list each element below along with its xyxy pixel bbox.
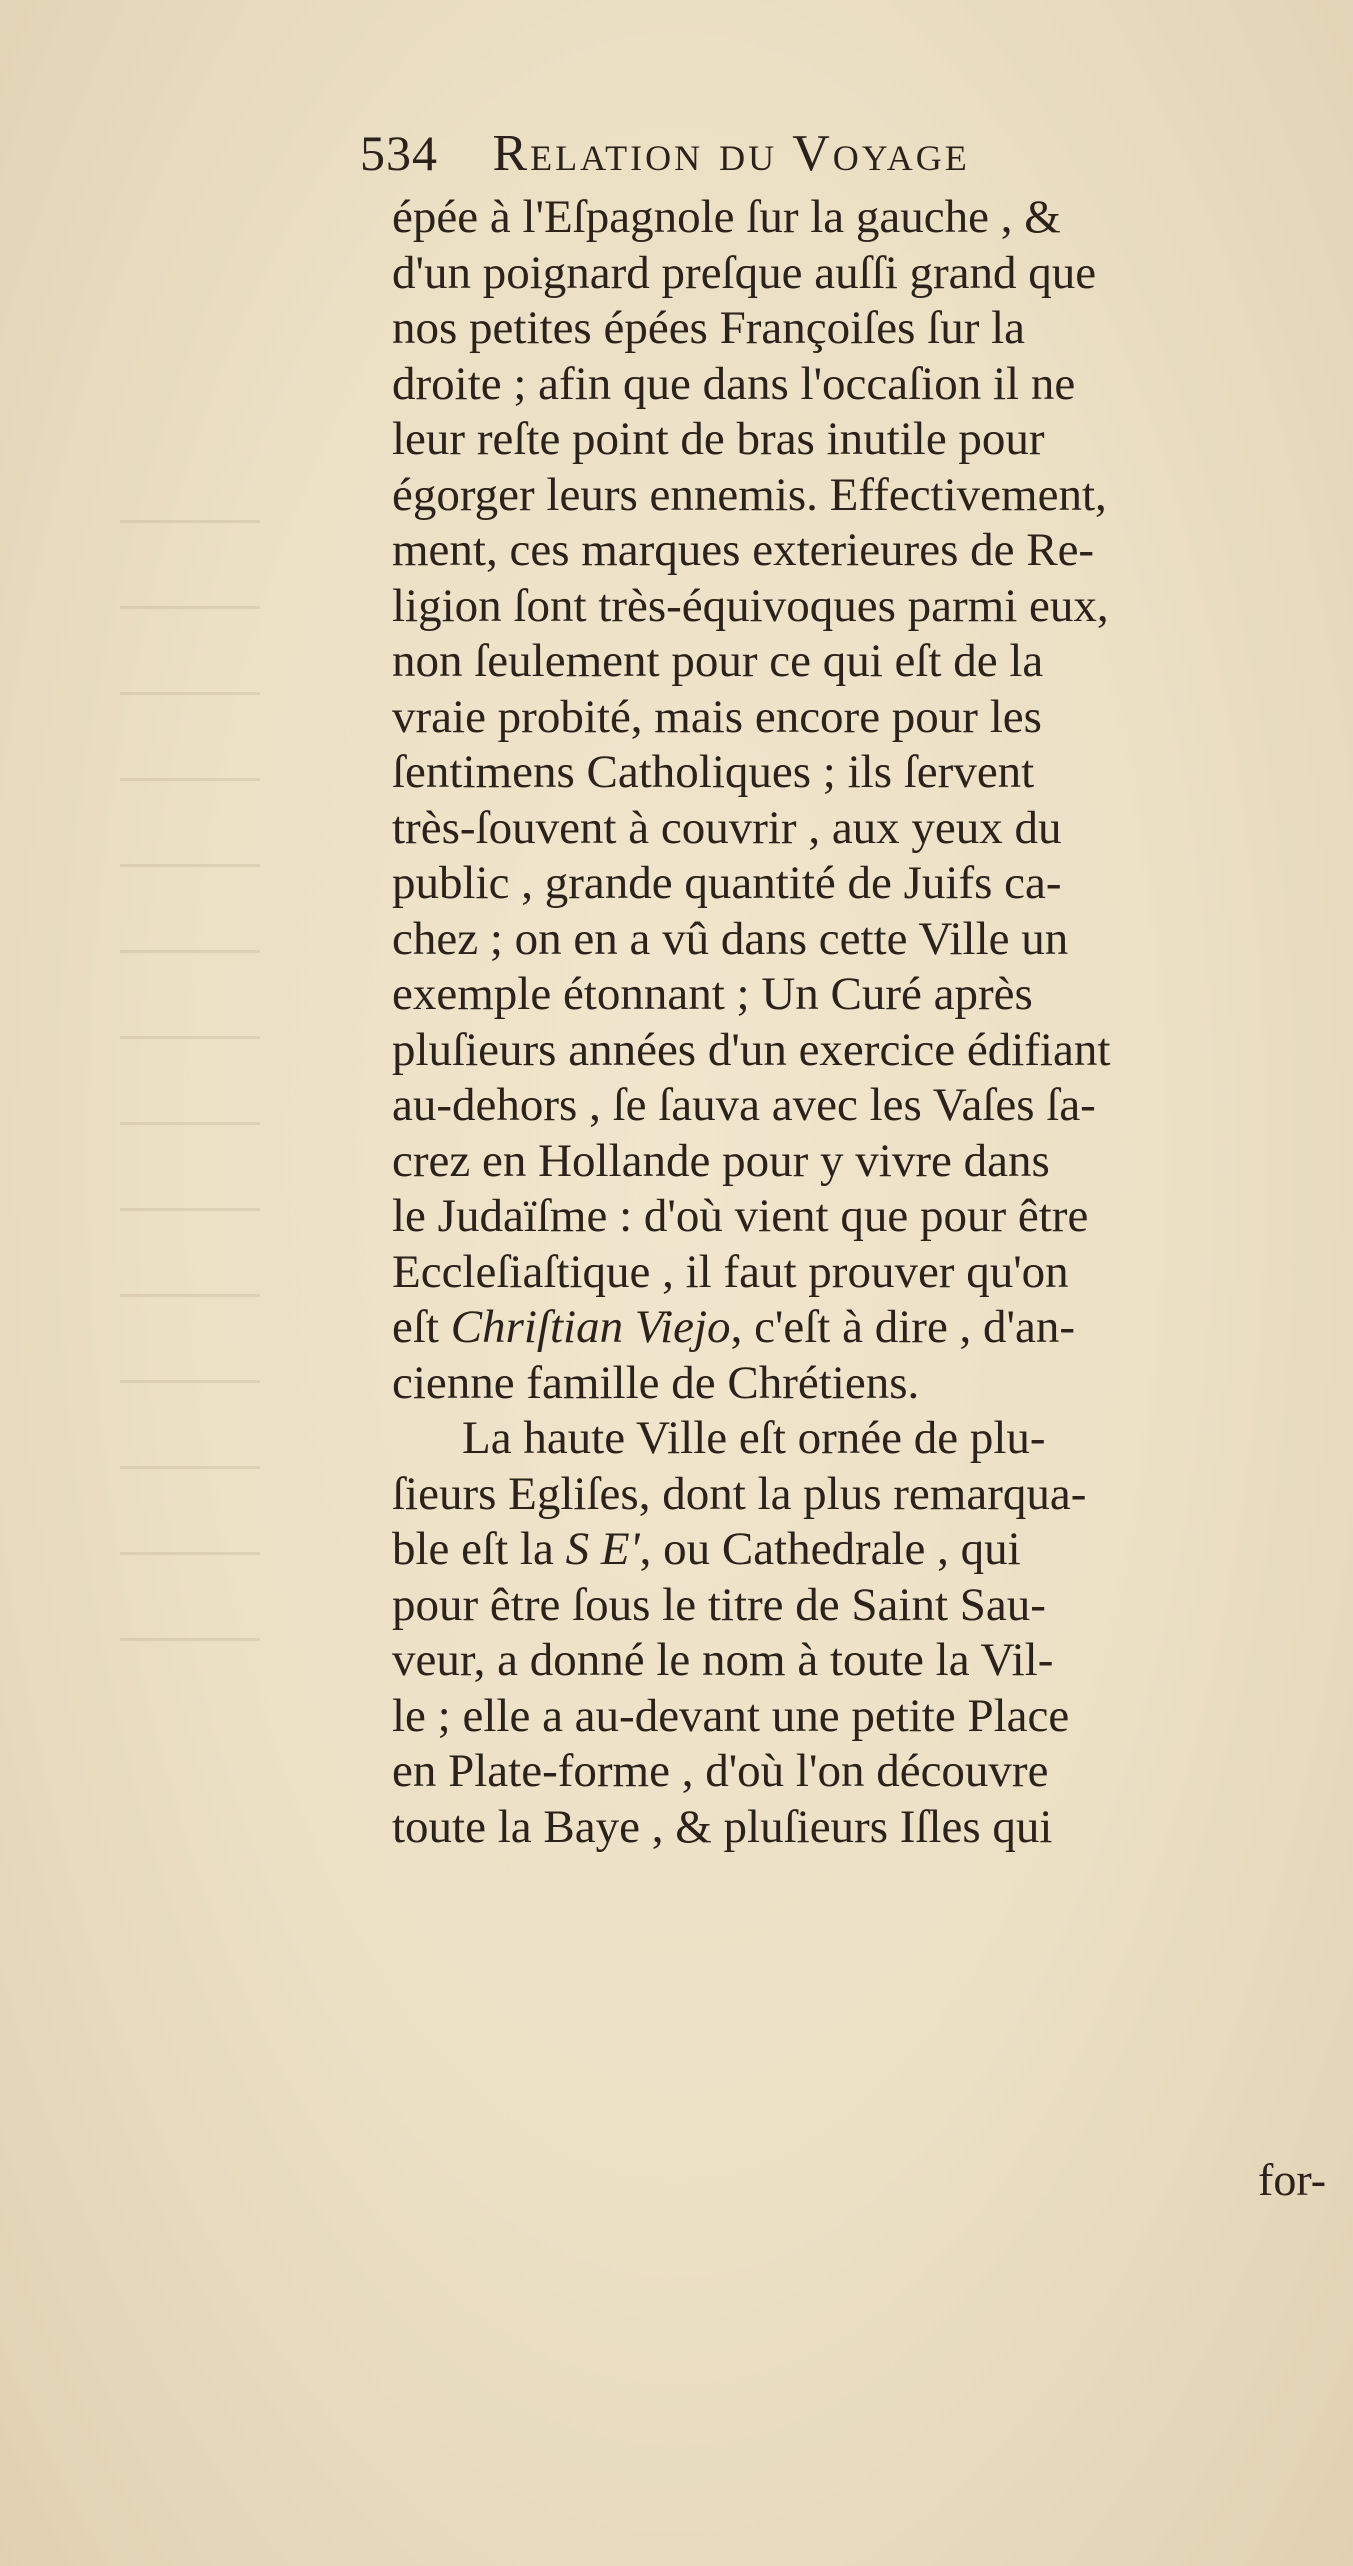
text-line: au-dehors , ſe ſauva avec les Vaſes ſa- bbox=[392, 1079, 1096, 1131]
text-line: égorger leurs ennemis. Effectivement, bbox=[392, 468, 1107, 521]
text-line: ligion ſont très-équivoques parmi eux, bbox=[392, 579, 1109, 632]
text-line: droite ; afin que dans l'occaſion il ne bbox=[392, 357, 1076, 410]
italic-abbreviation: S E' bbox=[565, 1523, 640, 1575]
text-line bbox=[392, 1522, 1340, 1578]
text-line: ſentimens Catholiques ; ils ſervent bbox=[392, 746, 1035, 798]
page-header bbox=[360, 118, 1260, 188]
page-number: 534 bbox=[360, 125, 438, 181]
text-line bbox=[392, 1300, 1340, 1356]
text-line: cienne famille de Chrétiens. bbox=[392, 1356, 920, 1409]
text-line: non ſeulement pour ce qui eſt de la bbox=[392, 635, 1044, 687]
text-segment: ble eſt la bbox=[392, 1523, 554, 1575]
text-line: en Plate-forme , d'où l'on découvre bbox=[392, 1745, 1049, 1797]
italic-phrase: Chriſtian Viejo bbox=[450, 1301, 731, 1353]
text-line: nos petites épées Françoiſes ſur la bbox=[392, 302, 1026, 354]
text-line: ment, ces marques exterieures de Re- bbox=[392, 524, 1095, 576]
text-line: vraie probité, mais encore pour les bbox=[392, 690, 1042, 743]
text-line: pour être ſous le titre de Saint Sau- bbox=[392, 1578, 1046, 1631]
text-line: ſieurs Egliſes, dont la plus remarqua- bbox=[392, 1467, 1087, 1520]
text-line: épée à l'Eſpagnole ſur la gauche , & bbox=[392, 191, 1061, 243]
text-line: Eccleſiaſtique , il faut prouver qu'on bbox=[392, 1245, 1069, 1298]
text-line: leur reſte point de bras inutile pour bbox=[392, 413, 1045, 465]
text-line: veur, a donné le nom à toute la Vil- bbox=[392, 1634, 1054, 1686]
catchword: for- bbox=[1258, 2154, 1327, 2205]
paragraph-start-line: La haute Ville eſt ornée de plu- bbox=[462, 1412, 1046, 1464]
text-line: très-ſouvent à couvrir , aux yeux du bbox=[392, 801, 1062, 854]
text-line: crez en Hollande pour y vivre dans bbox=[392, 1134, 1050, 1187]
text-line: le Judaïſme : d'où vient que pour être bbox=[392, 1190, 1089, 1242]
text-segment: , ou Cathedrale , qui bbox=[639, 1523, 1021, 1575]
text-line: pluſieurs années d'un exercice édifiant bbox=[392, 1023, 1111, 1076]
text-line: d'un poignard preſque auſſi grand que bbox=[392, 246, 1097, 299]
text-line: exemple étonnant ; Un Curé après bbox=[392, 968, 1033, 1020]
text-segment: eſt bbox=[392, 1301, 439, 1353]
text-line: le ; elle a au-devant une petite Place bbox=[392, 1689, 1070, 1742]
text-segment: , c'eſt à dire , d'an- bbox=[730, 1301, 1076, 1353]
text-line: chez ; on en a vû dans cette Ville un bbox=[392, 912, 1069, 965]
text-line: toute la Baye , & pluſieurs Iſles qui bbox=[392, 1800, 1053, 1853]
text-line: public , grande quantité de Juifs ca- bbox=[392, 857, 1062, 909]
body-text bbox=[392, 190, 1340, 1855]
show-through-text bbox=[120, 480, 260, 1680]
running-title: Relation du Voyage bbox=[492, 125, 970, 182]
